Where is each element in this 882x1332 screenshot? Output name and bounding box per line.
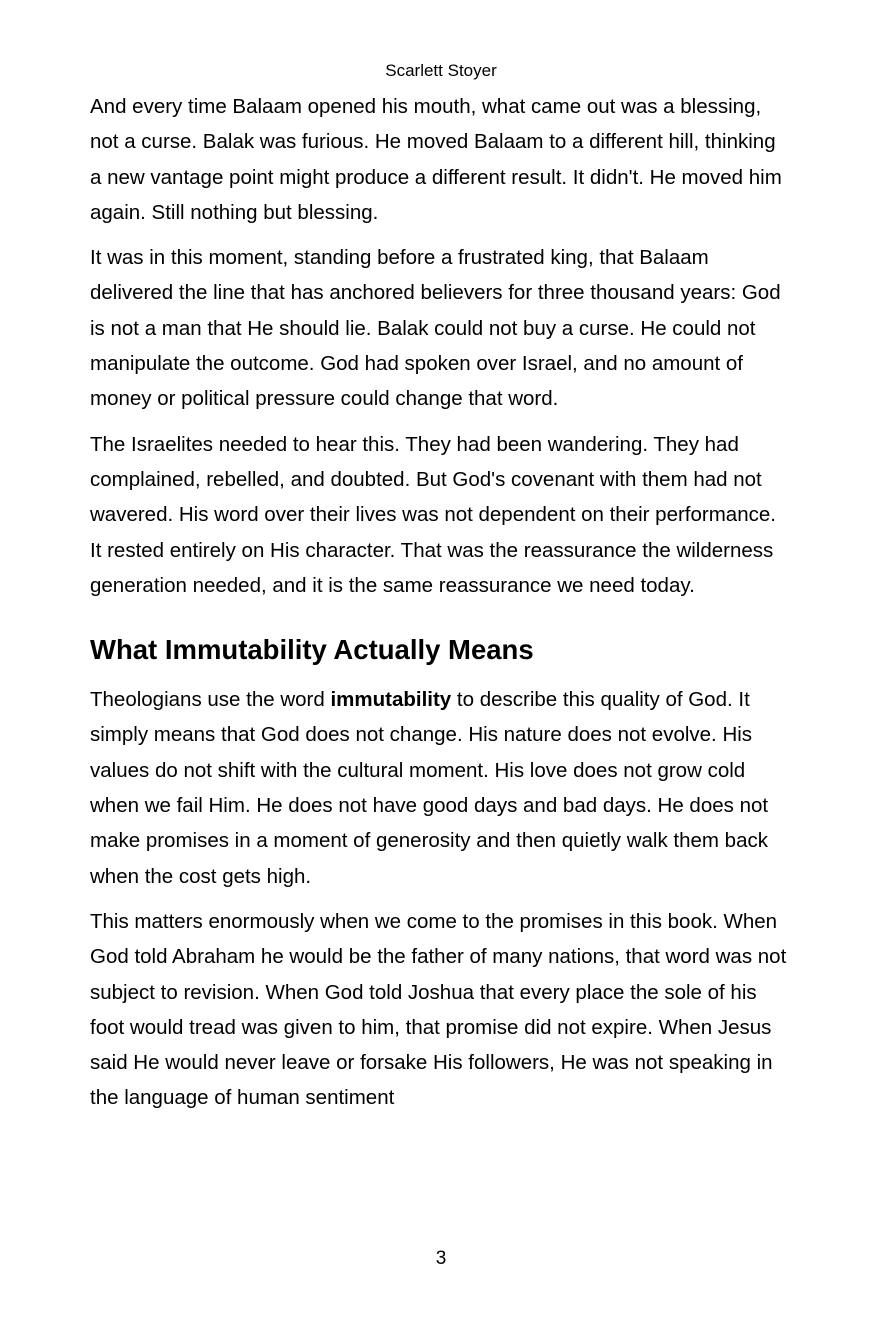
bold-term: immutability (330, 688, 452, 712)
body-paragraph: And every time Balaam opened his mouth, what came out was a blessing, not a curse. Balak was furious. He moved Balaam to a different hill, thinking a new vantage point might produce a different result. It didn't. He moved him again. Still nothing but blessing. (90, 95, 782, 224)
body-paragraph: This matters enormously when we come to the promises in this book. When God told Abraham he would be the father of many nations, that word was not subject to revision. When God told Joshua that every place the sole of his foot would tread was given to him, that promise did not expire. When Jesus said He would never leave or forsake His followers, He was not speaking in the language of human sentiment (90, 909, 787, 1110)
body-paragraph: It was in this moment, standing before a frustrated king, that Balaam delivered the line that has anchored believers for three thousand years: God is not a man that He should lie. Balak could not buy a curse. He could not manipulate the outcome. God had spoken over Israel, and no amount of money or political pressure could change that word. (90, 246, 781, 411)
paragraph-text: to describe this quality of God. It simply means that God does not change. His nature does not evolve. His values do not shift with the cultural moment. His love does not grow cold when we fail Him. He does not have good days and bad days. He does not make promises in a moment of generosity and then quietly walk them back when the cost gets high. (90, 688, 769, 888)
body-paragraph (90, 682, 790, 894)
body-paragraph: The Israelites needed to hear this. They had been wandering. They had complained, rebelled, and doubted. But God's covenant with them had not wavered. His word over their lives was not dependent on their performance. It rested entirely on His character. That was the reassurance the wilderness generation needed, and it is the same reassurance we need today. (90, 432, 776, 597)
running-header (0, 61, 882, 81)
page-body (90, 89, 790, 1126)
author-name: Scarlett Stoyer (385, 61, 497, 80)
section-heading: What Immutability Actually Means (90, 634, 534, 666)
page-number-text: 3 (435, 1248, 447, 1269)
paragraph-text: Theologians use the word (90, 688, 331, 712)
page-number (0, 1248, 882, 1270)
